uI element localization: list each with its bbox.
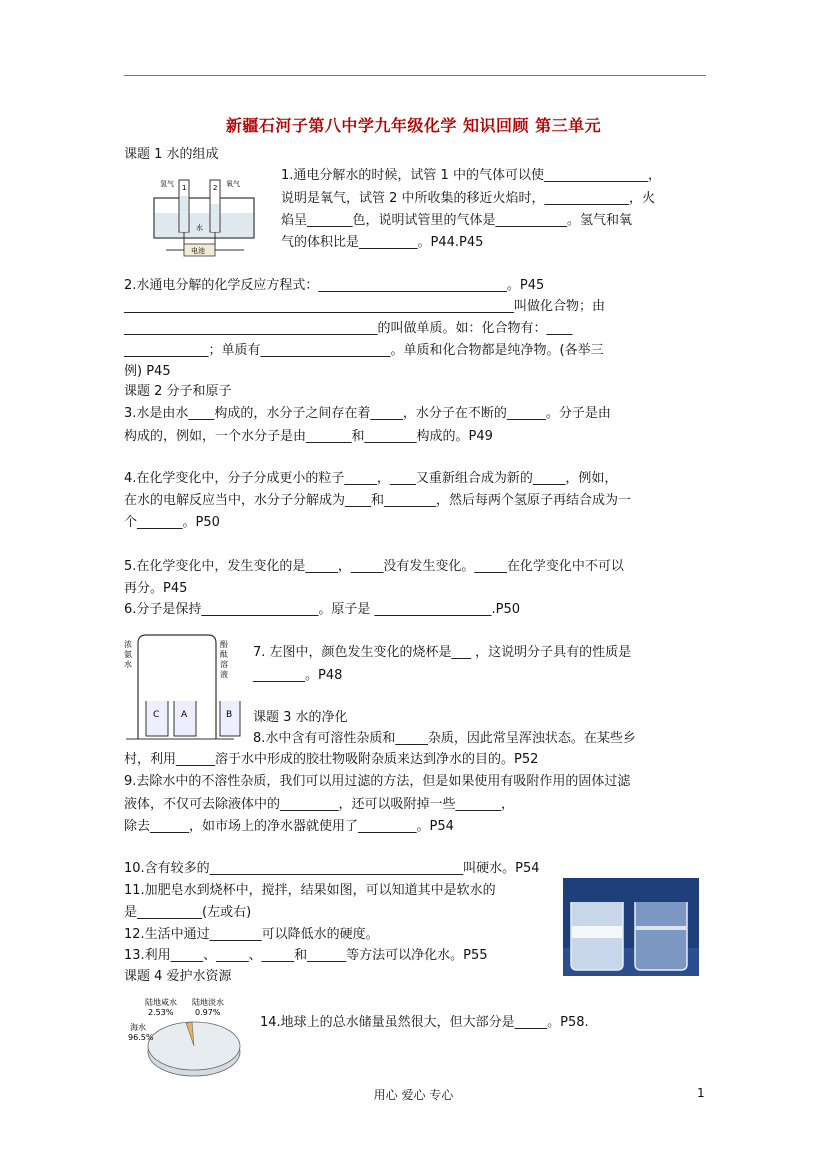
- land-saltwater-label: 陆地咸水: [145, 998, 177, 1007]
- question-5-line-2: 再分。P45: [124, 581, 188, 596]
- question-2-line-1: 2.水通电分解的化学反应方程式：_____________________________。P45: [124, 278, 545, 293]
- question-10: 10.含有较多的_______________________________________叫硬水。P54: [124, 861, 540, 876]
- question-2-line-3: _______________________________________的叫做单质。如：化合物有：____: [124, 321, 573, 336]
- question-2-line-4: _____________；单质有____________________。单质和化合物都是纯净物。(各举三: [124, 343, 604, 358]
- left-label-1: 浓: [124, 640, 132, 649]
- question-8-line-1: 8.水中含有可溶性杂质和_____杂质，因此常呈浑浊状态。在某些乡: [253, 731, 636, 746]
- right-label-1: 酚: [220, 640, 228, 649]
- question-9-line-3: 除去______，如市场上的净水器就使用了_________。P54: [124, 819, 454, 834]
- header-rule: [124, 75, 706, 76]
- water-resource-pie-figure: [128, 994, 246, 1086]
- gas-right-label: 氧气: [226, 180, 240, 188]
- question-9-line-1: 9.去除水中的不溶性杂质，我们可以用过滤的方法，但是如果使用有吸附作用的固体过滤: [124, 774, 631, 789]
- question-1-line-4: 气的体积比是_________。P44.P45: [281, 235, 484, 250]
- battery-label: 电池: [191, 247, 205, 255]
- left-label-2: 氨: [124, 650, 132, 659]
- seawater-pct: 96.5%: [128, 1033, 154, 1042]
- tube-2-label: 2: [213, 184, 218, 192]
- question-9-line-2: 液体，不仅可去除液体中的_________，还可以吸附掉一些_______，: [124, 797, 515, 812]
- page-title: 新疆石河子第八中学九年级化学 知识回顾 第三单元: [225, 116, 602, 135]
- soap-water-beakers-photo: [563, 878, 699, 976]
- question-2-line-2: ____________________________________________________________叫做化合物；由: [124, 299, 606, 314]
- right-label-3: 溶: [220, 660, 228, 669]
- question-4-line-2: 在水的电解反应当中，水分子分解成为____和________，然后每两个氢原子再结合成为一: [124, 493, 632, 508]
- question-3-line-2: 构成的，例如，一个水分子是由_______和________构成的。P49: [124, 429, 493, 444]
- section-3-heading: 课题 3 水的净化: [253, 710, 348, 725]
- electrolysis-apparatus-figure: [146, 168, 264, 263]
- section-2-heading: 课题 2 分子和原子: [124, 384, 232, 399]
- seawater-label: 海水: [130, 1023, 146, 1032]
- question-11-line-2: 是__________(左或右): [124, 905, 252, 920]
- question-14: 14.地球上的总水储量虽然很大，但大部分是_____。P58.: [260, 1015, 589, 1030]
- beaker-c-label: C: [153, 710, 160, 720]
- section-4-heading: 课题 4 爱护水资源: [124, 969, 232, 984]
- question-1-line-3: 焰呈_______色，说明试管里的气体是___________。氢气和氧: [281, 213, 633, 228]
- left-label-3: 水: [124, 660, 132, 669]
- question-12: 12.生活中通过________可以降低水的硬度。: [124, 927, 379, 942]
- question-4-line-1: 4.在化学变化中，分子分成更小的粒子_____，____又重新组合成为新的_____，例如，: [124, 471, 618, 486]
- question-8-line-2: 村，利用______溶于水中形成的胶壮物吸附杂质来达到净水的目的。P52: [124, 752, 539, 767]
- right-label-4: 液: [220, 670, 228, 679]
- page-number: 1: [697, 1086, 705, 1100]
- question-7-line-1: 7. 左图中，颜色发生变化的烧杯是___ ，这说明分子具有的性质是: [253, 645, 632, 660]
- land-saltwater-pct: 2.53%: [148, 1008, 174, 1017]
- water-label: 水: [196, 224, 203, 232]
- question-7-line-2: ________。P48: [253, 668, 343, 683]
- section-1-heading: 课题 1 水的组成: [124, 147, 219, 162]
- question-13: 13.利用_____、_____、_____和______等方法可以净化水。P55: [124, 948, 488, 963]
- question-3-line-1: 3.水是由水____构成的，水分子之间存在着_____，水分子在不断的______。分子是由: [124, 406, 611, 421]
- right-label-2: 酞: [220, 650, 228, 659]
- question-2-line-5: 例) P45: [124, 364, 171, 379]
- question-1-line-1: 1.通电分解水的时候，试管 1 中的气体可以使________________，: [281, 168, 661, 183]
- question-4-line-3: 个_______。P50: [124, 515, 220, 530]
- question-5-line-1: 5.在化学变化中，发生变化的是_____，_____没有发生变化。_____在化学变化中不可以: [124, 559, 624, 574]
- beaker-b-label: B: [226, 710, 233, 720]
- question-1-line-2: 说明是氧气，试管 2 中所收集的移近火焰时，_____________，火: [281, 191, 656, 206]
- question-11-line-1: 11.加肥皂水到烧杯中，搅拌，结果如图，可以知道其中是软水的: [124, 883, 496, 898]
- freshwater-pct: 0.97%: [195, 1008, 221, 1017]
- ammonia-phenolphthalein-figure: [124, 633, 242, 743]
- question-6: 6.分子是保持__________________。原子是 __________________.P50: [124, 602, 521, 617]
- freshwater-label: 陆地淡水: [192, 998, 224, 1007]
- gas-left-label: 氢气: [160, 180, 174, 188]
- page-footer: 用心 爱心 专心: [373, 1088, 454, 1102]
- beaker-a-label: A: [181, 710, 188, 720]
- tube-1-label: 1: [182, 184, 187, 192]
